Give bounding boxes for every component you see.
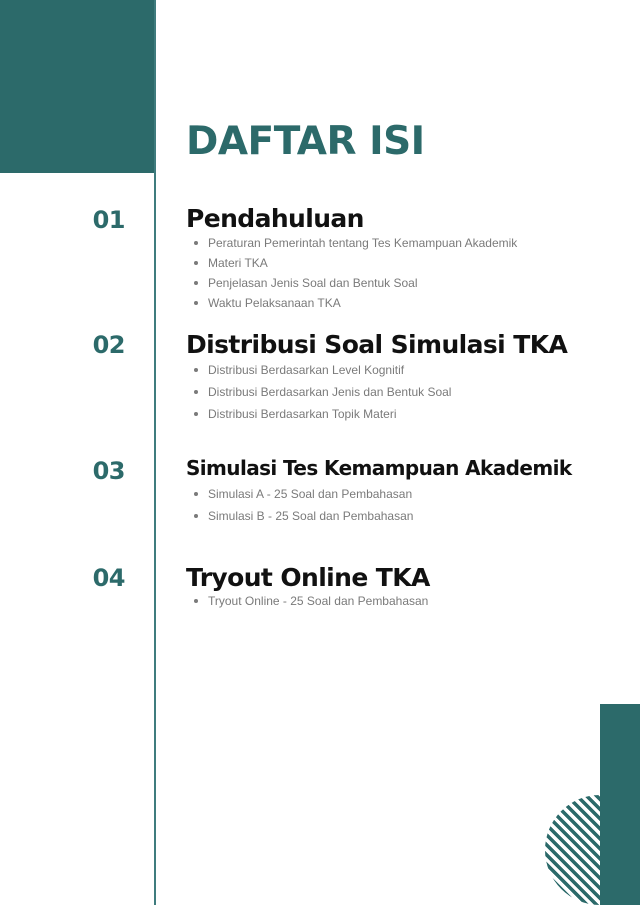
toc-subitem[interactable]: Peraturan Pemerintah tentang Tes Kemampuan Akademik [192,237,517,249]
bullet-icon [194,368,198,372]
bullet-icon [194,412,198,416]
section-subitems [192,364,451,420]
bullet-icon [194,599,198,603]
toc-subitem[interactable]: Simulasi B - 25 Soal dan Pembahasan [192,510,413,522]
bullet-icon [194,492,198,496]
section-number: 02 [92,331,125,359]
section-heading[interactable]: Pendahuluan [186,204,364,233]
toc-subitem[interactable]: Waktu Pelaksanaan TKA [192,297,517,309]
bullet-icon [194,390,198,394]
section-heading[interactable]: Tryout Online TKA [186,563,430,592]
vertical-divider-line [154,0,156,905]
toc-subitem[interactable]: Simulasi A - 25 Soal dan Pembahasan [192,488,413,500]
section-subitems [192,488,413,522]
decorative-corner-block [0,0,155,173]
decorative-right-block [600,704,640,905]
section-heading[interactable]: Simulasi Tes Kemampuan Akademik [186,456,572,480]
section-heading[interactable]: Distribusi Soal Simulasi TKA [186,330,568,359]
section-subitems [192,237,517,309]
toc-subitem[interactable]: Tryout Online - 25 Soal dan Pembahasan [192,595,428,607]
toc-subitem[interactable]: Penjelasan Jenis Soal dan Bentuk Soal [192,277,517,289]
section-number: 01 [92,206,125,234]
section-number: 04 [92,564,125,592]
bullet-icon [194,241,198,245]
bullet-icon [194,261,198,265]
section-number: 03 [92,457,125,485]
section-subitems [192,595,428,607]
bullet-icon [194,281,198,285]
toc-subitem[interactable]: Distribusi Berdasarkan Level Kognitif [192,364,451,376]
bullet-icon [194,514,198,518]
bullet-icon [194,301,198,305]
page-title: DAFTAR ISI [186,119,425,164]
toc-subitem[interactable]: Materi TKA [192,257,517,269]
toc-subitem[interactable]: Distribusi Berdasarkan Jenis dan Bentuk Soal [192,386,451,398]
toc-subitem[interactable]: Distribusi Berdasarkan Topik Materi [192,408,451,420]
